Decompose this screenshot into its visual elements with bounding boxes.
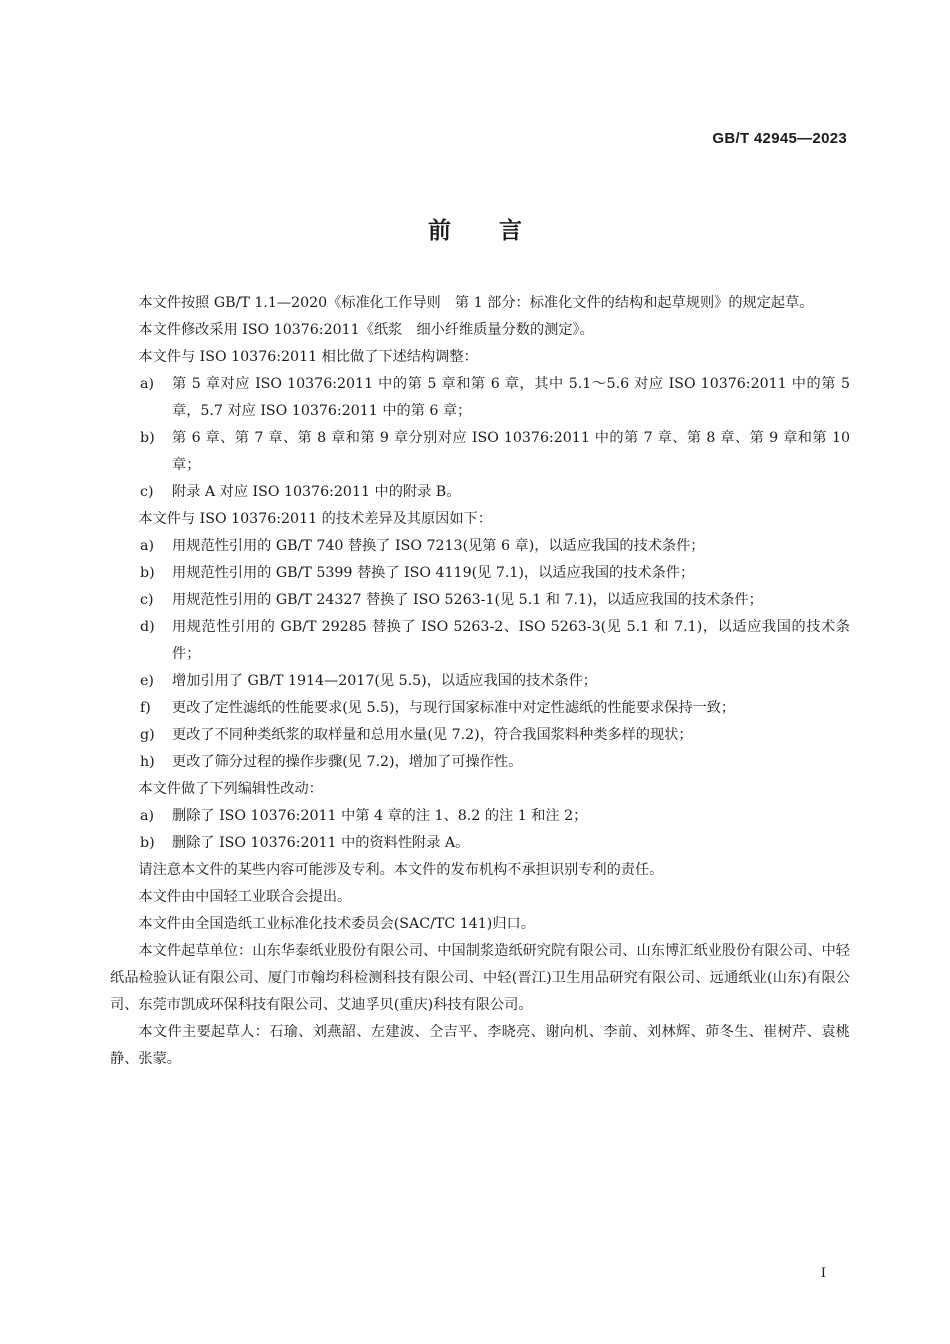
paragraph-tech-diff-intro: 本文件与 ISO 10376:2011 的技术差异及其原因如下： xyxy=(138,511,492,527)
list-marker: b) xyxy=(140,835,155,851)
paragraph-drafters: 本文件主要起草人：石瑜、刘燕韶、左建波、仝吉平、李晓亮、谢向机、李前、刘林辉、茆冬生、崔树芹、袁桃静、张蒙。 xyxy=(110,1024,850,1067)
list-marker: d) xyxy=(140,619,155,635)
list-marker: g) xyxy=(140,727,155,743)
list-item-text: 更改了筛分过程的操作步骤(见 7.2)，增加了可操作性。 xyxy=(172,754,523,770)
list-item xyxy=(110,803,850,830)
list-item-text: 第 5 章对应 ISO 10376:2011 中的第 5 章和第 6 章，其中 5.1～5.6 对应 ISO 10376:2011 中的第 5 章，5.7 对应 ISO 10376:2011 中的第 6 章； xyxy=(172,376,850,419)
list-item xyxy=(110,830,850,857)
list-item xyxy=(110,587,850,614)
list-item-text: 更改了定性滤纸的性能要求(见 5.5)，与现行国家标准中对定性滤纸的性能要求保持一致； xyxy=(172,700,736,716)
list-item xyxy=(110,668,850,695)
list-marker: a) xyxy=(140,808,154,824)
paragraph-structure-intro: 本文件与 ISO 10376:2011 相比做了下述结构调整： xyxy=(138,349,478,365)
page-number: I xyxy=(820,1266,826,1281)
list-marker: a) xyxy=(140,376,154,392)
list-marker: c) xyxy=(140,484,154,500)
paragraph-drafting-units: 本文件起草单位：山东华泰纸业股份有限公司、中国制浆造纸研究院有限公司、山东博汇纸业股份有限公司、中轻纸品检验认证有限公司、厦门市翰均科检测科技有限公司、中轻(晋江)卫生用品研究有限公司、远通纸业(山东)有限公司、东莞市凯成环保科技有限公司、艾迪孚贝(重庆)科技有限公司。 xyxy=(110,943,850,1013)
paragraph-patent-notice: 请注意本文件的某些内容可能涉及专利。本文件的发布机构不承担识别专利的责任。 xyxy=(138,862,664,878)
list-item-text: 更改了不同种类纸浆的取样量和总用水量(见 7.2)，符合我国浆料种类多样的现状； xyxy=(172,727,693,743)
structure-list xyxy=(110,371,850,506)
list-marker: c) xyxy=(140,592,154,608)
list-item xyxy=(110,722,850,749)
document-body xyxy=(110,290,850,1073)
tech-diff-list xyxy=(110,533,850,776)
list-marker: f) xyxy=(140,700,151,716)
paragraph-adoption: 本文件修改采用 ISO 10376:2011《纸浆 细小纤维质量分数的测定》。 xyxy=(138,322,594,338)
paragraph-committee: 本文件由全国造纸工业标准化技术委员会(SAC/TC 141)归口。 xyxy=(138,916,535,932)
list-item-text: 删除了 ISO 10376:2011 中第 4 章的注 1、8.2 的注 1 和注 2； xyxy=(172,808,588,824)
list-item xyxy=(110,371,850,425)
list-item-text: 用规范性引用的 GB/T 740 替换了 ISO 7213(见第 6 章)，以适应我国的技术条件； xyxy=(172,538,705,554)
page-title: 前言 xyxy=(428,218,570,244)
list-item xyxy=(110,695,850,722)
list-item-text: 第 6 章、第 7 章、第 8 章和第 9 章分别对应 ISO 10376:2011 中的第 7 章、第 8 章、第 9 章和第 10 章； xyxy=(172,430,850,473)
list-item-text: 用规范性引用的 GB/T 29285 替换了 ISO 5263-2、ISO 5263-3(见 5.1 和 7.1)，以适应我国的技术条件； xyxy=(172,619,850,662)
list-item xyxy=(110,479,850,506)
list-item-text: 附录 A 对应 ISO 10376:2011 中的附录 B。 xyxy=(172,484,461,500)
paragraph-drafting-rules: 本文件按照 GB/T 1.1—2020《标准化工作导则 第 1 部分：标准化文件的结构和起草规则》的规定起草。 xyxy=(138,295,814,311)
list-marker: e) xyxy=(140,673,154,689)
list-marker: b) xyxy=(140,565,155,581)
paragraph-proposer: 本文件由中国轻工业联合会提出。 xyxy=(138,889,352,905)
list-item xyxy=(110,749,850,776)
list-marker: h) xyxy=(140,754,155,770)
list-item-text: 用规范性引用的 GB/T 24327 替换了 ISO 5263-1(见 5.1 和 7.1)，以适应我国的技术条件； xyxy=(172,592,763,608)
list-item-text: 增加引用了 GB/T 1914—2017(见 5.5)，以适应我国的技术条件； xyxy=(172,673,597,689)
standard-number: GB/T 42945—2023 xyxy=(712,130,847,147)
list-marker: a) xyxy=(140,538,154,554)
list-item-text: 用规范性引用的 GB/T 5399 替换了 ISO 4119(见 7.1)，以适应我国的技术条件； xyxy=(172,565,695,581)
list-item xyxy=(110,614,850,668)
list-item xyxy=(110,560,850,587)
paragraph-editorial-intro: 本文件做了下列编辑性改动： xyxy=(138,781,323,797)
list-item xyxy=(110,425,850,479)
list-item xyxy=(110,533,850,560)
list-marker: b) xyxy=(140,430,155,446)
list-item-text: 删除了 ISO 10376:2011 中的资料性附录 A。 xyxy=(172,835,470,851)
editorial-list xyxy=(110,803,850,857)
